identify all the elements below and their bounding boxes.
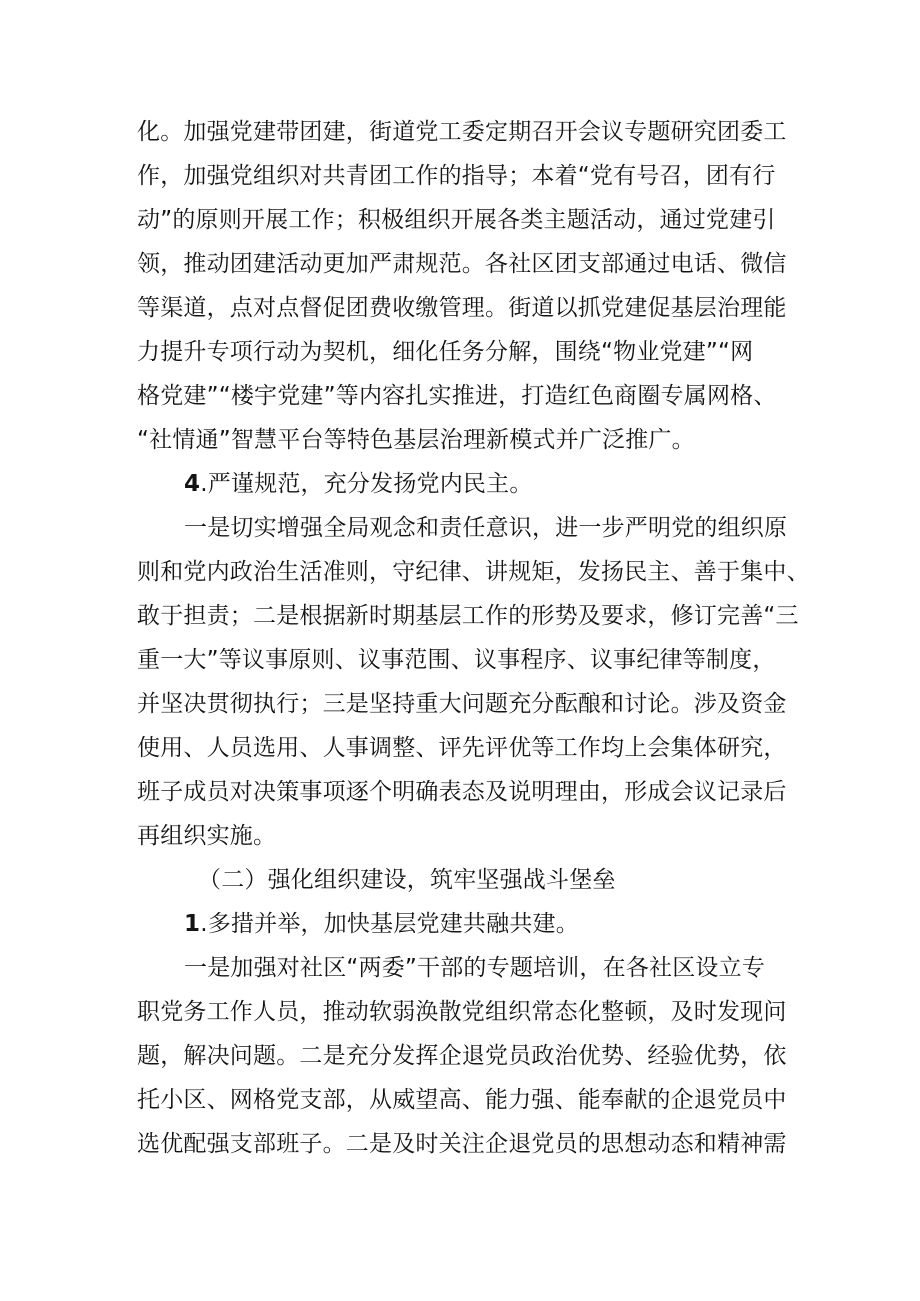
subheading-4 (137, 462, 787, 506)
text-line: 托小区、网格党支部，从威望高、能力强、能奉献的企退党员中 (137, 1087, 787, 1113)
text-line: 领，推动团建活动更加严肃规范。各社区团支部通过电话、微信 (137, 251, 787, 277)
text-line: 敢于担责；二是根据新时期基层工作的形势及要求，修订完善“三 (137, 603, 799, 629)
text-line: 班子成员对决策事项逐个明确表态及说明理由，形成会议记录后 (137, 779, 787, 805)
text-line: 化。加强党建带团建，街道党工委定期召开会议专题研究团委工 (137, 119, 787, 145)
paragraph-grassroots-building (137, 946, 787, 1166)
text-line: 动”的原则开展工作；积极组织开展各类主题活动，通过党建引 (137, 207, 776, 233)
text-line: 力提升专项行动为契机，细化任务分解，围绕“物业党建”“网 (137, 339, 754, 365)
text-line: 格党建”“楼宇党建”等内容扎实推进，打造红色商圈专属网格、 (137, 383, 777, 409)
text-line: 等渠道，点对点督促团费收缴管理。街道以抓党建促基层治理能 (137, 295, 787, 321)
subheading-number: 4 (184, 471, 201, 497)
text-line: 作，加强党组织对共青团工作的指导；本着“党有号召，团有行 (137, 163, 776, 189)
paragraph-inner-party-democracy (137, 506, 810, 858)
text-line: 选优配强支部班子。二是及时关注企退党员的思想动态和精神需 (137, 1131, 787, 1157)
subheading-number: 1 (184, 911, 201, 937)
text-line: 职党务工作人员，推动软弱涣散党组织常态化整顿，及时发现问 (137, 999, 787, 1025)
section-heading: （二）强化组织建设，筑牢坚强战斗堡垒 (198, 867, 616, 893)
text-line: 再组织实施。 (137, 823, 277, 849)
text-line: 题，解决问题。二是充分发挥企退党员政治优势、经验优势，依 (137, 1043, 787, 1069)
text-line: 并坚决贯彻执行；三是坚持重大问题充分酝酿和讨论。涉及资金 (137, 691, 787, 717)
text-line: “社情通”智慧平台等特色基层治理新模式并广泛推广。 (137, 427, 695, 453)
text-line: 一是加强对社区“两委”干部的专题培训，在各社区设立专 (184, 955, 766, 981)
subheading-1 (137, 902, 787, 946)
text-line: 使用、人员选用、人事调整、评先评优等工作均上会集体研究， (137, 735, 787, 761)
text-line: 则和党内政治生活准则，守纪律、讲规矩，发扬民主、善于集中、 (137, 559, 810, 585)
document-body (137, 110, 810, 1166)
paragraph-party-youth-league (137, 110, 787, 462)
text-line: 一是切实增强全局观念和责任意识，进一步严明党的组织原 (184, 515, 788, 541)
subheading-text: .严谨规范，充分发扬党内民主。 (200, 471, 533, 497)
text-line: 重一大”等议事原则、议事范围、议事程序、议事纪律等制度， (137, 647, 776, 673)
subheading-text: .多措并举，加快基层党建共融共建。 (200, 911, 579, 937)
